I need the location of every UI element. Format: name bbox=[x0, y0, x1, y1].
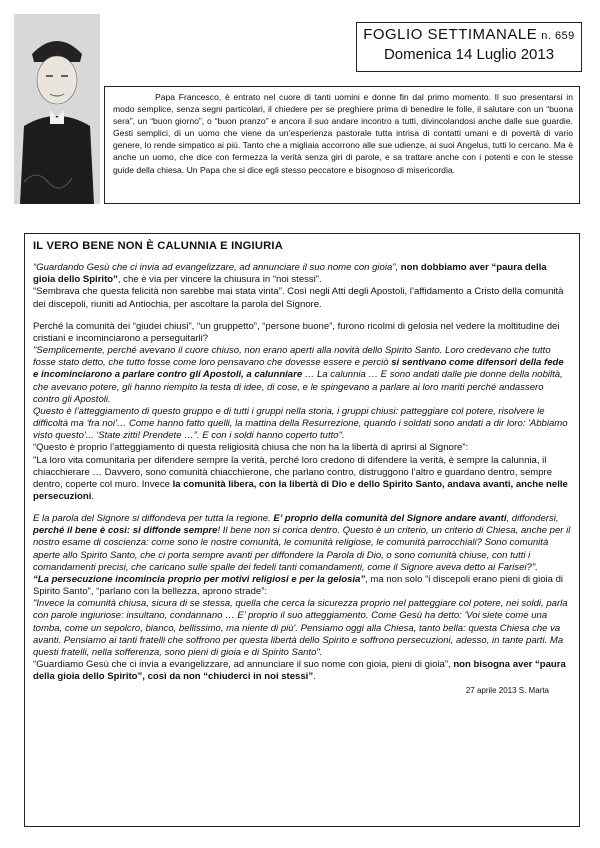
paragraph-7 bbox=[33, 455, 571, 504]
paragraph-1 bbox=[33, 262, 571, 286]
paragraph-6: “Questo è proprio l’atteggiamento di questa religiosità chiusa che non ha la libertà di aprirsi al Signore”: bbox=[33, 442, 469, 454]
article-title: IL VERO BENE NON È CALUNNIA E INGIURIA bbox=[33, 240, 284, 252]
p8-mid: , diffondersi, bbox=[506, 513, 559, 525]
p7-bold: la comunità libera, con la libertà di Dio e dello Spirito Santo, andava avanti, anche nelle persecuzioni bbox=[33, 478, 568, 502]
paragraph-3: Perché la comunità dei “giudei chiusi”, “un gruppetto”, “persone buone”, furono ricolmi di gelosia nel vedere la moltitudine dei cristiani e incominciarono a perseguitarli? bbox=[33, 320, 560, 344]
header-date: Domenica 14 Luglio 2013 bbox=[383, 46, 555, 63]
article-date: 27 aprile 2013 S. Marta bbox=[465, 686, 549, 696]
p11-end: . bbox=[313, 671, 316, 683]
portrait-illustration bbox=[14, 14, 100, 204]
p11-bold: non bisogna aver “paura della gioia dello Spirito”, così da non “chiuderci in noi stessi” bbox=[33, 659, 566, 683]
paragraph-11 bbox=[33, 659, 571, 683]
p4-text: "Semplicemente, perché avevano il cuore chiuso, non erano aperti alla novità dello Spirito Santo. Loro credevano che tutto fosse stato detto, che tutto fosse come loro pensavano che dovesse essere e perciò bbox=[33, 345, 551, 369]
p1-bold: non dobbiamo aver “paura della gioia dello Spirito” bbox=[33, 262, 547, 286]
article-box bbox=[24, 233, 580, 827]
paragraph-8 bbox=[33, 513, 571, 574]
issue-number: n. 659 bbox=[541, 30, 575, 42]
paragraph-5: Questo è l’atteggiamento di questo gruppo e di tutti i gruppi nella storia, i gruppi chiusi: patteggiare col potere, risolvere le difficoltà ma 'fra noi'… Come hanno fatto quelli, la mattina della Resurrezione, quando i soldati sono andati a dir loro: 'Abbiamo visto questo'... 'State zitti! Prendete …”. E con i soldi hanno coperto tutto". bbox=[33, 405, 568, 442]
p4-bold: si sentivano come difensori della fede e incominciarono a parlare contro gli Apostoli, a calunniare bbox=[33, 357, 564, 381]
p7-text: "La loro vita comunitaria per difendere sempre la verità, perché loro credono di difendere la verità, è sempre la calunnia, il chiacchierare … Davvero, sono comunità chiacchierone, che parlano contro, distruggono l’altro e guardano dentro, sempre dentro, coperte col muro. Invece bbox=[33, 454, 553, 490]
p1-quote: “Guardando Gesù che ci invia ad evangelizzare, ad annunciare il suo nome con gioia”, bbox=[33, 262, 401, 274]
paragraph-4 bbox=[33, 345, 571, 406]
intro-box bbox=[104, 86, 580, 204]
header-box bbox=[356, 22, 582, 72]
p1-end: , che è via per vincere la chiusura in “noi stessi”. bbox=[117, 274, 322, 286]
p8-end: ! Il bene non si corica dentro. Questo è un criterio, un criterio di Chiesa, anche per il nostro esame di coscienza: come sono le nostre comunità, le comunità religiose, le comunità parrocchiali? Sono comunità aperte allo Spirito Santo, che ci porta sempre avanti per diffondere la Parola di Dio, o sono comunità chiuse, con tutti i comandamenti precisi, che caricano sulle spalle dei fedeli tanti comandamenti, come il Signore aveva detto ai Farisei?". bbox=[33, 525, 571, 573]
pope-portrait-photo bbox=[14, 14, 100, 204]
intro-text: Papa Francesco, è entrato nel cuore di tanti uomini e donne fin dal primo momento. Il suo presentarsi in modo semplice, senza segni particolari, il chiedere per se preghiere prima di benedire le folle, il salutare con un “buona sera”, un “buon giorno”, o “buon pranzo” e ancora il suo andare incontro a tutti, divincolandosi anche dalle sue guardie. Gesti semplici, di un uomo che viene da un’esperienza pastorale tutta intrisa di contatti umani e di povertà di vario genere, lo rende simpatico ai più. Tanto che a migliaia accorrono alle sue udienze, ai suoi Angelus, tutti lo cercano. Ma è anche un uomo, che dice con fermezza la verità senza giri di parole, e sa trattare anche con i potenti e con le stesse guide della chiesa. Un Papa che si dice egli stesso peccatore e bisognoso di misericordia. bbox=[113, 92, 573, 175]
p9-end: , ma non solo “i discepoli erano pieni di gioia di Spirito Santo”, “parlano con la bellezza, aprono strade”: bbox=[33, 573, 564, 598]
paragraph-2: “Sembrava che questa felicità non sarebbe mai stata vinta”. Così negli Atti degli Apostoli, l’affidamento a Cristo della comunità dei discepoli, riuniti ad Antiochia, per ascoltare la parola del Signore. bbox=[33, 286, 564, 310]
p7-end: . bbox=[91, 490, 95, 502]
p8-text: E la parola del Signore si diffondeva per tutta la regione. bbox=[33, 513, 274, 525]
paragraph-9 bbox=[33, 574, 571, 598]
p8-bold-2: perché il bene è così: si diffonde sempre bbox=[33, 525, 218, 537]
header-title: FOGLIO SETTIMANALE bbox=[363, 26, 538, 43]
p11-text: “Guardiamo Gesù che ci invia a evangelizzare, ad annunciare il suo nome con gioia, pieni di gioia”, bbox=[33, 659, 454, 670]
paragraph-10: "Invece la comunità chiusa, sicura di se stessa, quella che cerca la sicurezza proprio nel patteggiare col potere, nei soldi, parla con parole ingiuriose: insultano, condannano … E’ proprio il suo atteggiamento. Come Gesù ha detto: 'Voi siete come una tomba, come un sepolcro, bianco, bellissimo, ma niente di più'. Pensiamo oggi alla Chiesa, tanto bella: questa Chiesa che va avanti. Pensiamo ai tanti fratelli che soffrono per questa libertà dello Spirito e soffrono persecuzioni, adesso, in tante parti. Ma questi fratelli, nella sofferenza, sono pieni di gioia e di Spirito Santo". bbox=[33, 598, 568, 658]
p4-end: … La calunnia … E sono andati dalle pie donne della nobiltà, che avevano potere, gli hanno riempito la testa di idee, di cose, e le spingevano a parlare ai loro mariti perché andassero contro gli Apostoli. bbox=[33, 369, 563, 405]
header-title-line bbox=[357, 26, 581, 43]
p9-bold: “La persecuzione incomincia proprio per motivi religiosi e per la gelosia” bbox=[33, 573, 366, 585]
p8-bold-1: E’ proprio della comunità del Signore andare avanti bbox=[273, 513, 507, 525]
